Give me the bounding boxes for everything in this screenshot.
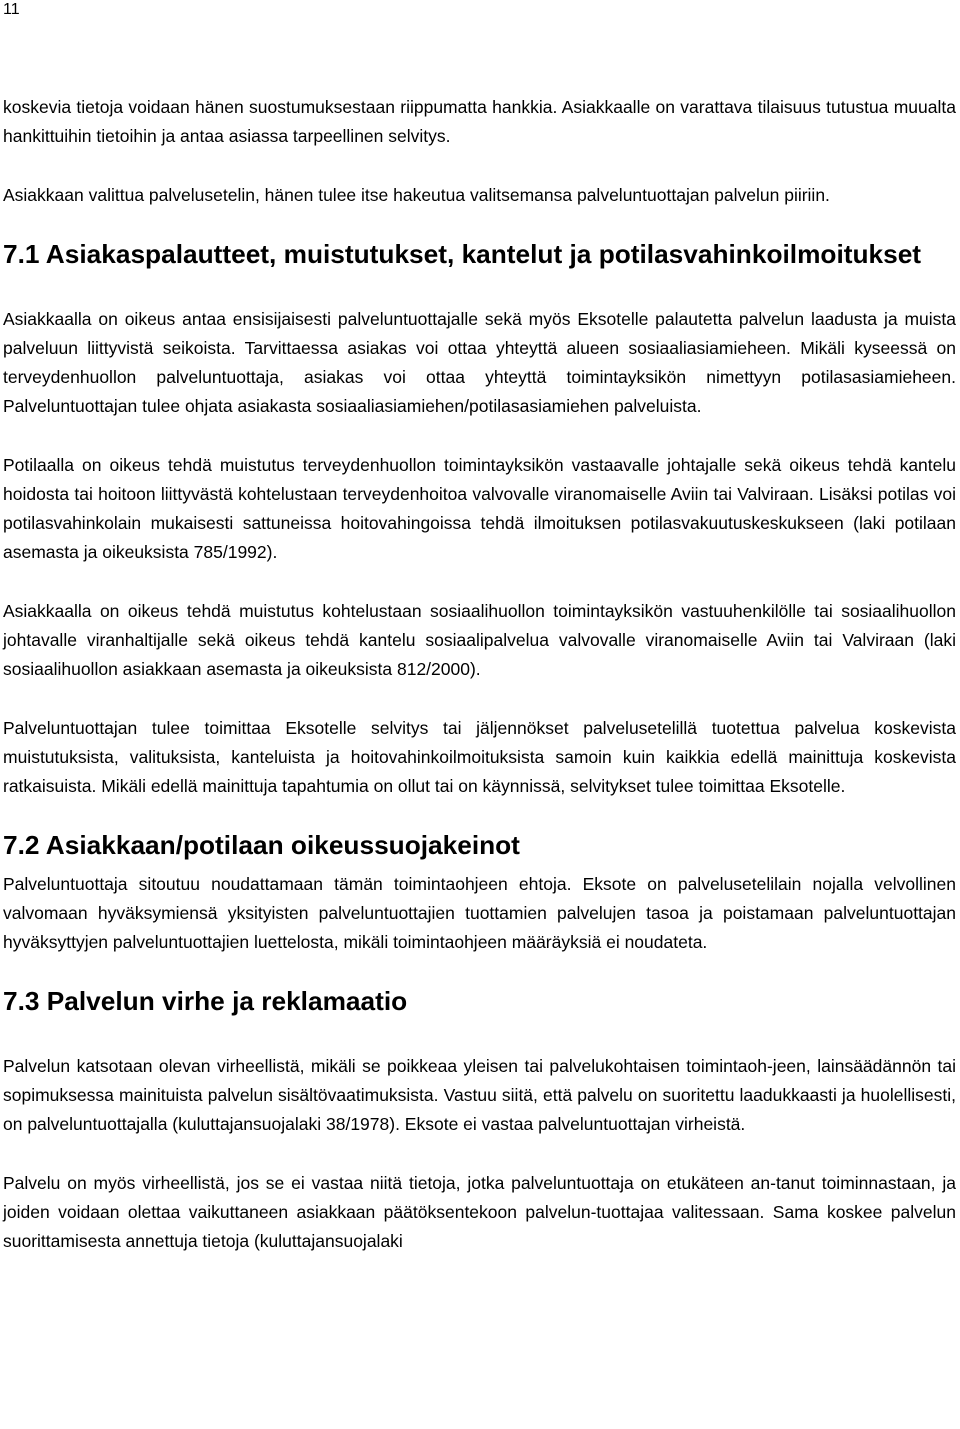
paragraph-defect-info: Palvelu on myös virheellistä, jos se ei vastaa niitä tietoja, jotka palveluntuottaja on etukäteen an-tanut toiminnastaan, ja joiden voidaan olettaa vaikuttaneen asiakkaan päätöksentekoon palvelun-tuottajaa valitessaan. Sama koskee palvelun suorittamisesta annettuja tietoja (kuluttajansuojalaki bbox=[3, 1173, 956, 1251]
paragraph-feedback-rights: Asiakkaalla on oikeus antaa ensisijaisesti palveluntuottajalle sekä myös Eksotelle palautetta palvelun laadusta ja muista palveluun liittyvistä seikoista. Tarvittaessa asiakas voi ottaa yhteyttä alueen sosiaaliasiamieheen. Mikäli kyseessä on terveydenhuollon palveluntuottaja, asiakas voi ottaa yhteyttä toimintayksikön nimettyyn potilasasiamieheen. Palveluntuottajan tulee ohjata asiakasta sosiaaliasiamiehen/potilasasiamiehen palveluista. bbox=[3, 309, 956, 416]
paragraph-client-complaint: Asiakkaalla on oikeus tehdä muistutus kohtelustaan sosiaalihuollon toimintayksikön vastuuhenkilölle tai sosiaalihuollon johtavalle viranhaltijalle sekä oikeus tehdä kantelu sosiaalipalvelua valvovalle viranomaiselle Aviin tai Valviraan (laki sosiaalihuollon asiakkaan asemasta ja oikeuksista 812/2000). bbox=[3, 601, 956, 679]
page-number: 11 bbox=[3, 1, 20, 18]
document-body bbox=[3, 93, 956, 1256]
section-heading-7-3: 7.3 Palvelun virhe ja reklamaatio bbox=[3, 986, 408, 1016]
section-heading-7-2: 7.2 Asiakkaan/potilaan oikeussuojakeinot bbox=[3, 830, 520, 860]
paragraph-voucher-seek: Asiakkaan valittua palvelusetelin, hänen tulee itse hakeutua valitsemansa palveluntuottajan palvelun piiriin. bbox=[3, 185, 830, 205]
section-heading-7-1: 7.1 Asiakaspalautteet, muistutukset, kantelut ja potilasvahinkoilmoitukset bbox=[3, 239, 922, 269]
paragraph-consent-info: koskevia tietoja voidaan hänen suostumuksestaan riippumatta hankkia. Asiakkaalle on varattava tilaisuus tutustua muualta hankittuihin tietoihin ja antaa asiassa tarpeellinen selvitys. bbox=[3, 97, 956, 146]
paragraph-provider-report: Palveluntuottajan tulee toimittaa Eksotelle selvitys tai jäljennökset palvelusetelillä tuotettua palvelua koskevista muistutuksista, valituksista, kanteluista ja hoitovahinkoilmoituksista samoin kuin kaikkia edellä mainittuja koskevista ratkaisuista. Mikäli edellä mainittuja tapahtumia on ollut tai on käynnissä, selvitykset tulee toimittaa Eksotelle. bbox=[3, 718, 956, 796]
paragraph-service-defect: Palvelun katsotaan olevan virheellistä, mikäli se poikkeaa yleisen tai palvelukohtaisen toimintaoh-jeen, lainsäädännön tai sopimuksessa mainituista palvelun sisältövaatimuksista. Vastuu siitä, että palvelu on suoritettu laadukkaasti ja huolellisesti, on palveluntuottajalla (kuluttajansuojalaki 38/1978). Eksote ei vastaa palveluntuottajan virheistä. bbox=[3, 1056, 956, 1134]
paragraph-patient-complaint: Potilaalla on oikeus tehdä muistutus terveydenhuollon toimintayksikön vastaavalle johtajalle sekä oikeus tehdä kantelu hoidosta tai hoitoon liittyvästä kohtelustaan terveydenhoitoa valvovalle viranomaiselle Aviin tai Valviraan. Lisäksi potilas voi potilasvahinkolain mukaisesti sattuneissa hoitovahingoissa tehdä ilmoituksen potilasvakuutuskeskukseen (laki potilaan asemasta ja oikeuksista 785/1992). bbox=[3, 455, 956, 562]
paragraph-legal-remedies: Palveluntuottaja sitoutuu noudattamaan tämän toimintaohjeen ehtoja. Eksote on palvelusetelilain nojalla velvollinen valvomaan hyväksymiensä yksityisten palveluntuottajien tuottamien palvelujen tasoa ja poistamaan palveluntuottajan hyväksyttyjen palveluntuottajien luettelosta, mikäli toimintaohjeen määräyksiä ei noudateta. bbox=[3, 874, 956, 952]
